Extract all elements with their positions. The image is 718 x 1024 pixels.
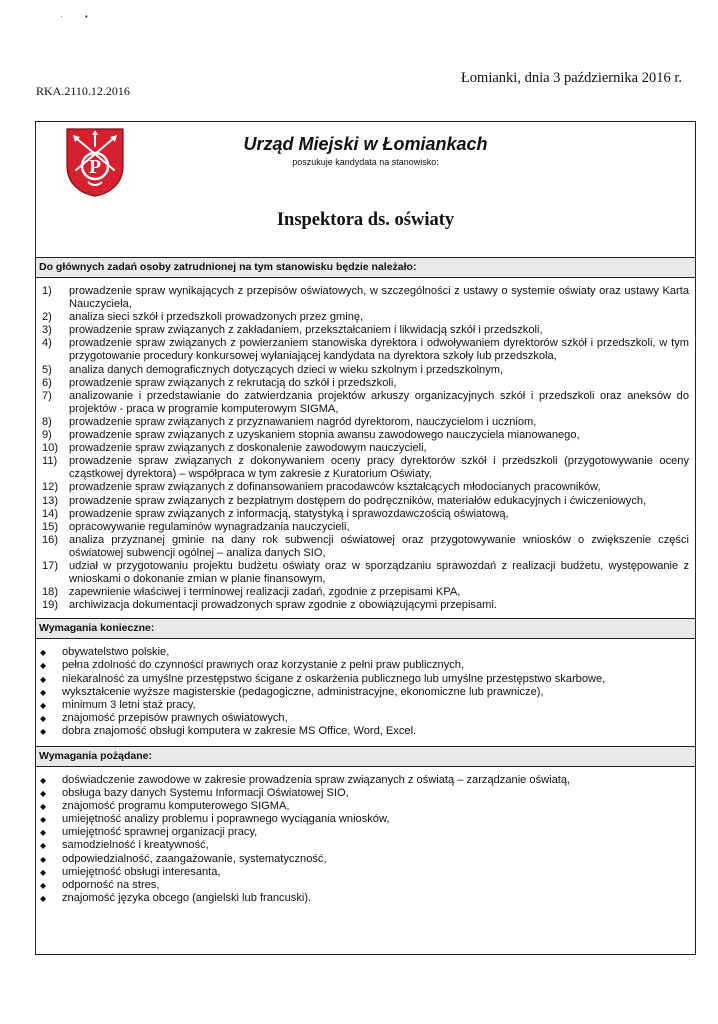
duty-number: 14) [42, 507, 59, 520]
required-item-text: niekaralność za umyślne przestępstwo ścigane z oskarżenia publicznego lub umyślne przestępstwo skarbowe, [62, 672, 606, 685]
scan-specks: · ▪ [60, 12, 88, 21]
duty-item [42, 377, 689, 390]
required-item [40, 699, 689, 712]
duty-text: udział w przygotowaniu projektu budżetu oświaty oraz w sporządzaniu sprawozdań z realizacji budżetu, występowanie z wnioskami o dokonanie zmian w planie finansowym, [69, 559, 689, 586]
duty-item [42, 311, 689, 324]
position-title: Inspektora ds. oświaty [276, 210, 455, 230]
duty-item [42, 481, 689, 494]
duty-number: 7) [42, 389, 52, 402]
duty-text: prowadzenie spraw wynikających z przepisów oświatowych, w szczególności z ustawy o systemie oświaty oraz ustawy Karta Nauczyciela, [69, 285, 689, 311]
duty-item [42, 508, 689, 521]
bullet-icon: ◆ [40, 880, 47, 890]
required-item-text: obywatelstwo polskie, [62, 646, 170, 659]
duty-text: prowadzenie spraw związanych z informacją, statystyką i sprawozdawczością oświatową, [69, 507, 509, 520]
title-box [36, 122, 695, 257]
bullet-icon: ◆ [40, 854, 47, 864]
preferred-item-text: umiejętność analizy problemu i poprawnego wyciągania wniosków, [62, 813, 390, 826]
preferred-item [40, 813, 689, 826]
duties-heading [36, 257, 695, 278]
duties-list [36, 278, 695, 618]
duty-text: prowadzenie spraw związanych z uzyskaniem stopnia awansu zawodowego nauczyciela mianowanego, [69, 429, 580, 442]
duty-item [42, 337, 689, 363]
preferred-item [40, 879, 689, 892]
duty-item [42, 534, 689, 560]
duty-item [42, 586, 689, 599]
document-header [36, 70, 682, 102]
duty-number: 19) [42, 599, 59, 612]
required-item [40, 712, 689, 725]
office-subtitle: poszukuje kandydata na stanowisko: [292, 157, 439, 167]
duty-number: 10) [42, 442, 59, 455]
duty-item [42, 442, 689, 455]
duties-heading-text: Do głównych zadań osoby zatrudnionej na tym stanowisku będzie należało: [39, 261, 417, 273]
duty-item [42, 324, 689, 337]
preferred-item-text: odporność na stres, [62, 878, 160, 891]
duty-text: zapewnienie właściwej i terminowej realizacji zadań, zgodnie z przepisami KPA, [69, 586, 461, 599]
bullet-icon: ◆ [40, 828, 47, 838]
duty-item [42, 495, 689, 508]
duty-number: 12) [42, 481, 59, 494]
duty-item [42, 429, 689, 442]
duty-text: analizowanie i przedstawianie do zatwierdzania projektów arkuszy organizacyjnych szkół i przedszkoli oraz aneksów do projektów - praca w programie komputerowym SIGMA, [69, 389, 689, 415]
required-item-text: dobra znajomość obsługi komputera w zakresie MS Office, Word, Excel. [62, 724, 417, 737]
bullet-icon: ◆ [40, 713, 47, 723]
preferred-item [40, 839, 689, 852]
office-name: Urząd Miejski w Łomiankach [243, 134, 488, 154]
preferred-item-text: znajomość programu komputerowego SIGMA, [62, 800, 290, 813]
duty-number: 11) [42, 455, 58, 468]
duty-number: 8) [42, 415, 52, 428]
duty-item [42, 560, 689, 586]
duty-item [42, 390, 689, 416]
duty-text: prowadzenie spraw związanych z dofinansowaniem pracodawców kształcących młodocianych pracowników, [69, 481, 601, 494]
duty-number: 2) [42, 311, 52, 324]
bullet-icon: ◆ [40, 841, 47, 851]
duty-text: analiza sieci szkół i przedszkoli prowadzonych przez gminę, [69, 311, 364, 324]
required-list [36, 639, 695, 746]
bullet-icon: ◆ [40, 726, 47, 736]
preferred-item-text: znajomość języka obcego (angielski lub francuski). [62, 891, 312, 904]
bullet-icon: ◆ [40, 674, 47, 684]
required-item [40, 725, 689, 738]
preferred-item [40, 787, 689, 800]
duty-number: 6) [42, 376, 52, 389]
preferred-item [40, 826, 689, 839]
bullet-icon: ◆ [40, 802, 47, 812]
preferred-item [40, 866, 689, 879]
duty-item [42, 416, 689, 429]
date-line: Łomianki, dnia 3 października 2016 r. [460, 70, 682, 86]
duty-text: archiwizacja dokumentacji prowadzonych spraw zgodnie z obowiązującymi przepisami. [69, 599, 497, 612]
duty-number: 16) [42, 533, 59, 546]
duty-text: prowadzenie spraw związanych z doskonalenie zawodowym nauczycieli, [69, 442, 427, 455]
required-item [40, 646, 689, 659]
preferred-item [40, 892, 689, 905]
required-heading [36, 618, 695, 639]
duty-number: 4) [42, 337, 52, 350]
preferred-list [36, 767, 695, 913]
preferred-heading [36, 746, 695, 767]
required-item-text: znajomość przepisów prawnych oświatowych, [62, 711, 288, 724]
duty-number: 13) [42, 494, 59, 507]
duty-text: prowadzenie spraw związanych z zakładaniem, przekształcaniem i likwidacją szkół i przedszkoli, [69, 324, 543, 337]
preferred-item-text: doświadczenie zawodowe w zakresie prowadzenia spraw związanych z oświatą – zarządzanie oświatą, [62, 774, 571, 786]
preferred-item-text: umiejętność obsługi interesanta, [62, 865, 221, 878]
svg-text:P: P [88, 156, 102, 178]
bullet-icon: ◆ [40, 893, 47, 903]
bullet-icon: ◆ [40, 661, 47, 671]
duty-text: analiza przyznanej gminie na dany rok subwencji oświatowej oraz przygotowywanie wniosków o zwiększenie części oświatowej subwencji ogólnej – analiza danych SIO, [69, 533, 689, 559]
duty-text: opracowywanie regulaminów wynagradzania nauczycieli, [69, 520, 350, 533]
duty-number: 15) [42, 520, 59, 533]
bullet-icon: ◆ [40, 776, 47, 785]
duty-text: prowadzenie spraw związanych z powierzaniem stanowiska dyrektora i odwoływaniem dyrektorów szkół i przedszkoli, w tym przygotowanie procedury konkursowej wyłaniającej kandydata na dyrektora szkoły lub przedszkola, [69, 337, 689, 363]
required-item [40, 673, 689, 686]
reference-number: RKA.2110.12.2016 [36, 84, 130, 98]
job-posting-frame [35, 121, 696, 955]
duty-item [42, 455, 689, 481]
preferred-item-text: umiejętność sprawnej organizacji pracy, [62, 826, 258, 839]
required-heading-text: Wymagania konieczne: [39, 622, 155, 635]
bullet-icon: ◆ [40, 648, 47, 658]
duty-text: prowadzenie spraw związanych z dokonywaniem oceny pracy dyrektorów szkół i przedszkoli (przygotowywanie oceny cząstkowej dyrektora) – współpraca w tym zakresie z Kuratorium Oświaty, [69, 455, 689, 481]
duty-number: 3) [42, 324, 52, 337]
required-item-text: minimum 3 letni staż pracy, [62, 698, 196, 711]
preferred-item [40, 800, 689, 813]
duty-item [42, 599, 689, 612]
bullet-icon: ◆ [40, 687, 47, 697]
duty-number: 5) [42, 363, 52, 376]
bullet-icon: ◆ [40, 789, 47, 799]
preferred-item-text: odpowiedzialność, zaangażowanie, systematyczność, [62, 852, 327, 865]
duty-text: prowadzenie spraw związanych z przyznawaniem nagród dyrektorom, nauczycielom i uczniom, [69, 415, 537, 428]
preferred-item-text: obsługa bazy danych Systemu Informacji Oświatowej SIO, [62, 787, 349, 800]
duty-item [42, 285, 689, 311]
required-item-text: pełna zdolność do czynności prawnych oraz korzystanie z pełni praw publicznych, [62, 659, 465, 672]
duty-text: prowadzenie spraw związanych z rekrutacją do szkół i przedszkoli, [69, 376, 397, 389]
required-item-text: wykształcenie wyższe magisterskie (pedagogiczne, administracyjne, ekonomiczne lub prawnicze), [62, 685, 544, 698]
duty-number: 9) [42, 429, 52, 442]
preferred-item [40, 853, 689, 866]
required-item [40, 659, 689, 672]
preferred-heading-text: Wymagania pożądane: [39, 750, 152, 762]
duty-item [42, 521, 689, 534]
preferred-item-text: samodzielność i kreatywność, [62, 839, 209, 852]
duty-number: 18) [42, 586, 59, 599]
duty-text: analiza danych demograficznych dotyczących dzieci w wieku szkolnym i przedszkolnym, [69, 363, 504, 376]
preferred-item [40, 774, 689, 787]
required-item [40, 686, 689, 699]
bullet-icon: ◆ [40, 700, 47, 710]
duty-number: 1) [42, 285, 52, 297]
duty-item [42, 364, 689, 377]
bullet-icon: ◆ [40, 815, 47, 825]
office-block [36, 134, 695, 167]
duty-number: 17) [42, 559, 59, 572]
duty-text: prowadzenie spraw związanych z bezpłatnym dostępem do podręczników, materiałów edukacyjnych i ćwiczeniowych, [69, 494, 647, 507]
bullet-icon: ◆ [40, 867, 47, 877]
